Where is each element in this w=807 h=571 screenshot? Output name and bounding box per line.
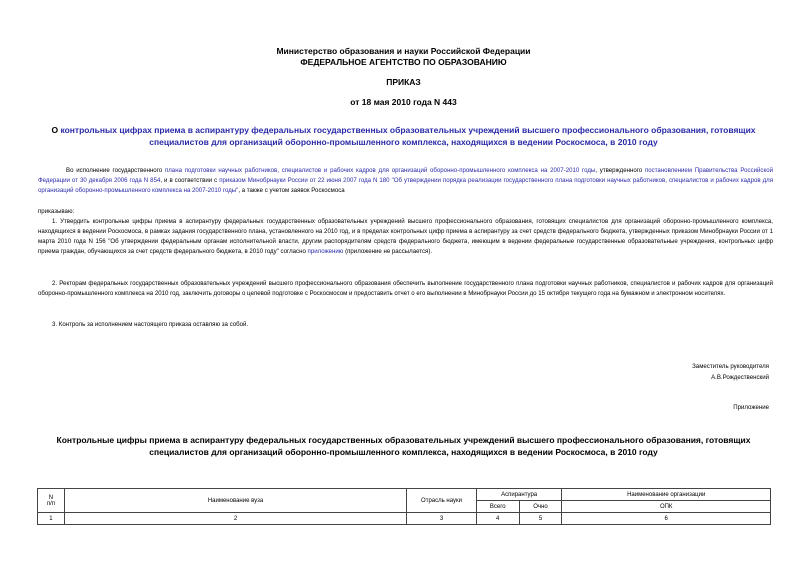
ministry-order-156-text: приказом Минобрнауки России от 1 марта 2010 года N 156 "Об утверждении федеральным органам исполнительной власти, другим распорядителям средств федерального бюджета, имеющим в ведении федеральные государственные образовательные учреждения, контрольных цифр приема граждан, обучающихся за счет средств федерального бюджета, в 2010 году" [38,228,773,255]
p1-text-c: , и в соответствии с [160,177,220,184]
header-pp: п/п [46,500,55,507]
table-cell: 4 [476,513,519,525]
header-cell-organization: Наименование организации [562,489,771,501]
document-type: ПРИКАЗ [386,77,421,87]
header-cell-field: Отрасль науки [407,489,477,513]
header-cell-fulltime: Очно [519,501,562,513]
ministry-order-180-link[interactable]: приказом Минобрнауки России от 22 июня 2007 года N 180 "Об утверждении порядка реализации государственного плана подготовки научных работников, специалистов и рабочих кадров для организаций оборонно-промышленного комплекса на 2007-2010 годы" [38,177,774,194]
header-cell-total: Всего [476,501,519,513]
header-cell-university: Наименование вуза [64,489,406,513]
document-date: от 18 мая 2010 года N 443 [350,97,457,107]
preamble-paragraph [38,166,773,196]
clause-1-text-b: согласно [278,248,308,255]
clause-3: 3. Контроль за исполнением настоящего приказа оставляю за собой. [52,321,249,328]
state-plan-link[interactable]: плана подготовки научных работников, специалистов и рабочих кадров для организаций оборонно-промышленного комплекса на 2007-2010 годы [164,167,596,174]
p1-text-d: , а также с учетом заявок Роскосмоса [238,187,345,194]
appendix-link[interactable]: приложению [307,248,344,255]
clause-1-text-a: 1. Утвердить контрольные цифры приема в аспирантуру федеральных государственных образовательных учреждений высшего профессионального образования, готовящих специалистов для организаций оборонно-промышленного комплекса, находящихся в ведении Роскосмоса, в рамках задания государственного плана, установленного на 2010 год, и в пределах контрольных цифр приема в аспирантуру за счет средств федерального бюджета, утвержденных [38,218,773,235]
header-cell-opk: ОПК [562,501,771,513]
table-cell: 1 [38,513,65,525]
p1-text-b: , утвержденного [595,167,645,174]
table-cell: 6 [562,513,771,525]
document-title [50,124,757,148]
clause-1-text-c: (приложение не рассылается). [343,248,433,255]
ministry-name: Министерство образования и науки Российской Федерации [276,46,531,56]
signer-position: Заместитель руководителя [692,363,769,370]
admission-table [37,488,771,525]
clause-1 [38,217,773,257]
p1-text-a: Во исполнение государственного [66,167,165,174]
header-cell-aspirantura: Аспирантура [476,489,562,501]
table-cell: 3 [407,513,477,525]
table-cell: 2 [64,513,406,525]
appendix-title: Контрольные цифры приема в аспирантуру федеральных государственных образовательных учреждений высшего профессионального образования, готовящих специалистов для организаций оборонно-промышленного комплекса, находящихся в ведении Роскосмоса, в 2010 году [56,435,751,457]
signer-name: А.В.Рождественский [711,374,769,381]
table-header-row [38,489,771,501]
header-n: N [48,494,54,501]
header-cell-number [38,489,65,513]
title-prefix: О [51,125,61,135]
order-word: приказываю: [38,208,75,215]
table-row [38,513,771,525]
document-header [0,46,807,68]
clause-2: 2. Ректорам федеральных государственных образовательных учреждений высшего профессионального образования обеспечить выполнение государственного плана подготовки научных работников, специалистов и рабочих кадров для организаций оборонно-промышленного комплекса на 2010 год, заключить договоры о целевой подготовке с Роскосмосом и предоставить отчет о его выполнении в Минобрнауки России до 15 октября текущего года на бумажном и электронном носителях. [38,280,773,297]
title-link[interactable]: контрольных цифрах приема в аспирантуру федеральных государственных образовательных учреждений высшего профессионального образования, готовящих специалистов для организаций оборонно-промышленного комплекса, находящихся в ведении Роскосмоса, в 2010 году [60,125,756,147]
signature-block [692,361,769,383]
table-cell: 5 [519,513,562,525]
appendix-label: Приложение [733,404,769,411]
agency-name: ФЕДЕРАЛЬНОЕ АГЕНТСТВО ПО ОБРАЗОВАНИЮ [300,57,507,67]
government-decree-link[interactable]: постановлением Правительства Российской Федерации от 30 декабря 2006 года N 854 [38,167,774,184]
